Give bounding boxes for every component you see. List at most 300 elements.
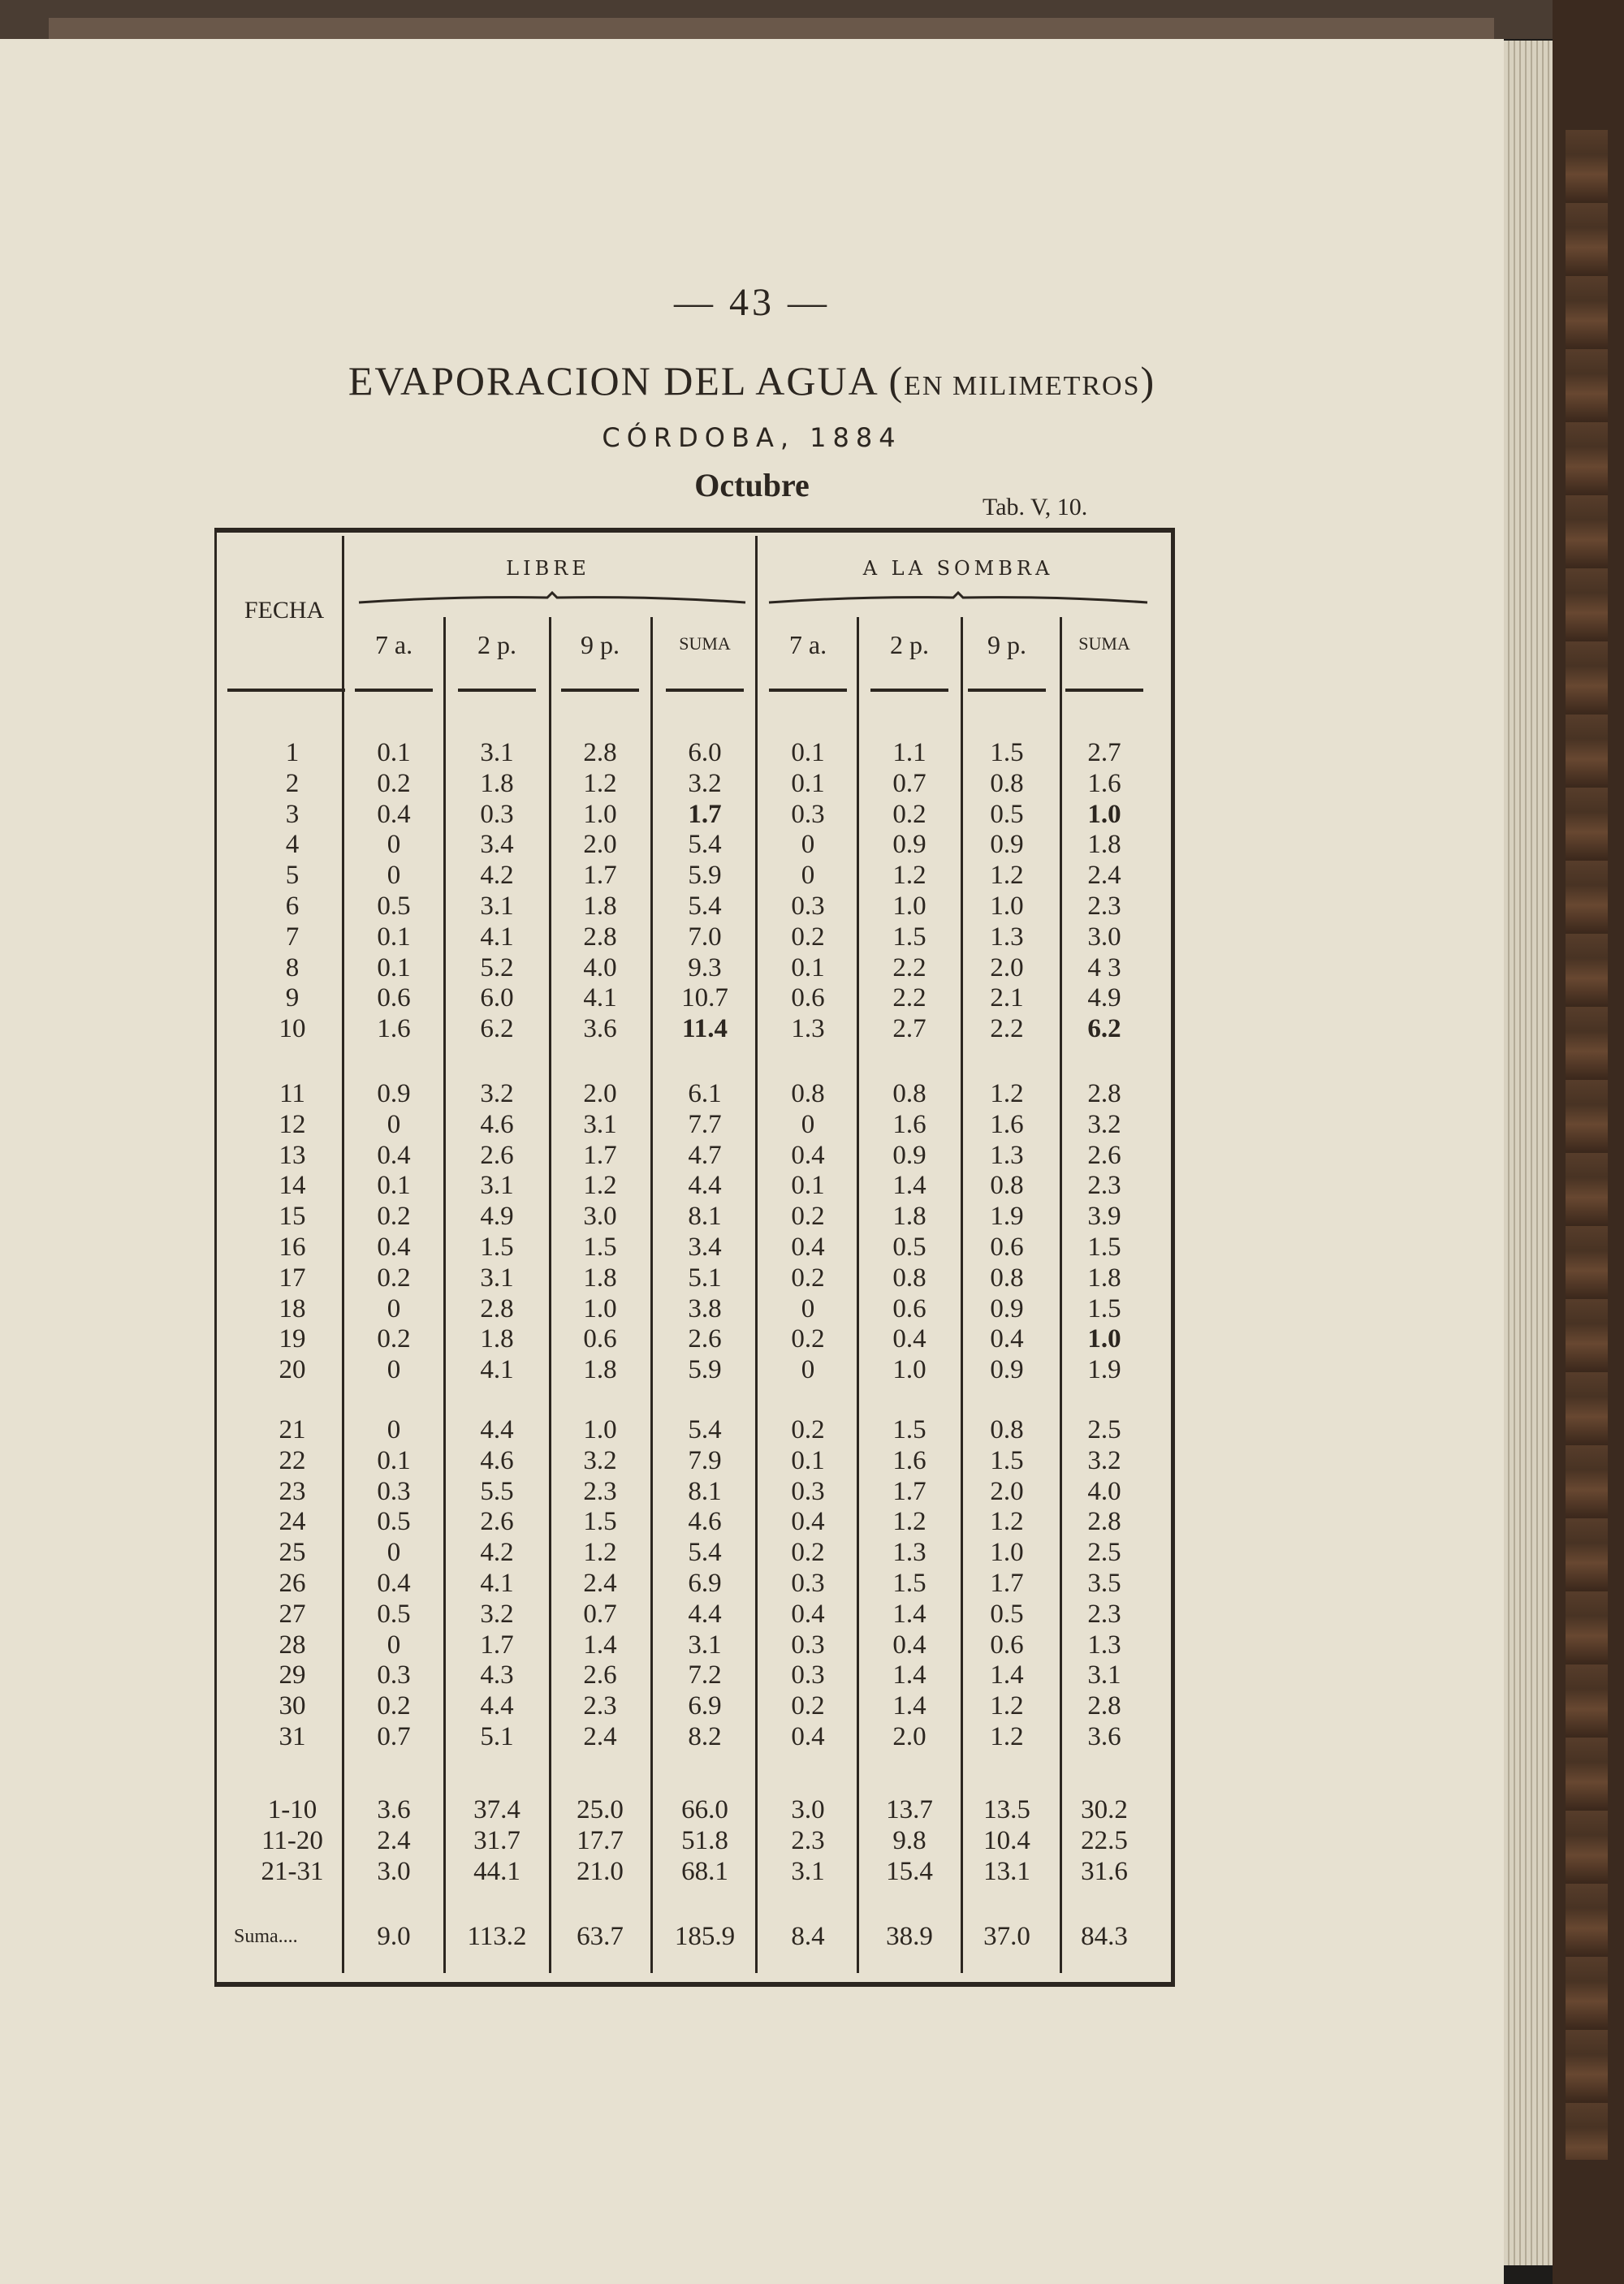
- value-cell: 0.8: [990, 768, 1024, 798]
- value-cell: 1.5: [892, 1569, 926, 1598]
- value-cell: 4.3: [480, 1660, 514, 1690]
- value-cell: 2.6: [688, 1324, 722, 1354]
- value-cell: 13.7: [886, 1795, 933, 1824]
- date-cell: 9: [285, 983, 300, 1013]
- value-cell: 2.4: [583, 1722, 617, 1751]
- value-cell: 9.3: [688, 952, 722, 982]
- column-header: 7 a.: [374, 630, 413, 659]
- value-cell: 63.7: [577, 1922, 624, 1951]
- value-cell: 1.5: [892, 1415, 926, 1444]
- value-cell: 1.8: [480, 768, 514, 798]
- value-cell: 1.2: [990, 1722, 1024, 1751]
- value-cell: 1.6: [892, 1109, 926, 1139]
- value-cell: 1.6: [377, 1014, 411, 1044]
- value-cell: 2.2: [892, 983, 926, 1013]
- value-cell: 0.5: [892, 1233, 926, 1262]
- value-cell: 0.1: [377, 738, 411, 767]
- column-header: SUMA: [1078, 633, 1130, 654]
- date-cell: 27: [279, 1599, 306, 1629]
- value-cell: 1.2: [583, 1171, 617, 1201]
- value-cell: 44.1: [473, 1856, 520, 1886]
- value-cell: 5.9: [688, 861, 722, 891]
- value-cell: 0.6: [583, 1324, 617, 1354]
- value-cell: 0.1: [377, 1171, 411, 1201]
- value-cell: 4.0: [583, 952, 617, 982]
- value-cell: 1.8: [1087, 1263, 1121, 1293]
- value-cell: 38.9: [886, 1922, 933, 1951]
- value-cell: 0.5: [377, 1599, 411, 1629]
- value-cell: 0: [801, 1109, 815, 1139]
- value-cell: 0.4: [791, 1507, 825, 1537]
- date-cell: 1-10: [267, 1795, 317, 1824]
- value-cell: 1.4: [892, 1599, 926, 1629]
- column-header: 9 p.: [987, 630, 1026, 659]
- value-cell: 1.4: [892, 1171, 926, 1201]
- value-cell: 8.1: [688, 1476, 722, 1506]
- value-cell: 0.4: [892, 1630, 926, 1660]
- value-cell: 1.2: [583, 768, 617, 798]
- group-brace: [767, 591, 1149, 607]
- value-cell: 4 3: [1087, 952, 1121, 982]
- value-cell: 9.0: [377, 1922, 411, 1951]
- value-cell: 2.0: [892, 1722, 926, 1751]
- value-cell: 2.6: [1087, 1140, 1121, 1170]
- value-cell: 1.2: [892, 1507, 926, 1537]
- date-cell: 13: [279, 1140, 306, 1170]
- date-cell: 5: [285, 861, 300, 891]
- value-cell: 1.7: [583, 861, 617, 891]
- value-cell: 1.5: [1087, 1293, 1121, 1323]
- value-cell: 0.1: [377, 1445, 411, 1475]
- value-cell: 22.5: [1081, 1825, 1128, 1855]
- date-cell: 11-20: [261, 1825, 323, 1855]
- value-cell: 3.9: [1087, 1202, 1121, 1232]
- value-cell: 1.0: [583, 1293, 617, 1323]
- value-cell: 3.1: [480, 1171, 514, 1201]
- value-cell: 2.6: [583, 1660, 617, 1690]
- date-cell: 7: [285, 922, 300, 952]
- date-cell: 28: [279, 1630, 306, 1660]
- value-cell: 2.8: [583, 738, 617, 767]
- value-cell: 1.6: [1087, 768, 1121, 798]
- value-cell: 4.1: [480, 1569, 514, 1598]
- value-cell: 2.2: [990, 1014, 1024, 1044]
- header-rule: [968, 689, 1046, 692]
- page-top-shadow: [0, 0, 1624, 39]
- value-cell: 6.9: [688, 1569, 722, 1598]
- value-cell: 0.5: [990, 1599, 1024, 1629]
- value-cell: 2.5: [1087, 1538, 1121, 1568]
- value-cell: 0.1: [791, 1445, 825, 1475]
- value-cell: 2.5: [1087, 1415, 1121, 1444]
- value-cell: 6.1: [688, 1079, 722, 1108]
- value-cell: 1.4: [583, 1630, 617, 1660]
- header-rule: [666, 689, 744, 692]
- value-cell: 1.8: [480, 1324, 514, 1354]
- value-cell: 1.0: [1087, 799, 1121, 829]
- page-number: — 43 —: [674, 281, 830, 324]
- value-cell: 0.3: [791, 1660, 825, 1690]
- value-cell: 1.0: [1087, 1324, 1121, 1354]
- value-cell: 1.2: [583, 1538, 617, 1568]
- value-cell: 2.4: [583, 1569, 617, 1598]
- value-cell: 0.2: [377, 1263, 411, 1293]
- table-reference: Tab. V, 10.: [983, 494, 1088, 520]
- value-cell: 0.5: [377, 892, 411, 921]
- value-cell: 1.5: [480, 1233, 514, 1262]
- value-cell: 1.9: [1087, 1355, 1121, 1385]
- value-cell: 0.3: [791, 799, 825, 829]
- value-cell: 0.1: [377, 922, 411, 952]
- value-cell: 1.0: [892, 892, 926, 921]
- value-cell: 0.6: [377, 983, 411, 1013]
- value-cell: 1.5: [583, 1233, 617, 1262]
- value-cell: 0.4: [791, 1233, 825, 1262]
- value-cell: 4.9: [1087, 983, 1121, 1013]
- date-cell: 29: [279, 1660, 306, 1690]
- date-cell: 22: [279, 1445, 306, 1475]
- value-cell: 0.8: [892, 1079, 926, 1108]
- value-cell: 0.1: [791, 1171, 825, 1201]
- value-cell: 1.8: [892, 1202, 926, 1232]
- title-close: ): [1140, 358, 1156, 404]
- value-cell: 4.1: [480, 1355, 514, 1385]
- value-cell: 7.7: [688, 1109, 722, 1139]
- value-cell: 1.0: [990, 892, 1024, 921]
- column-divider: [857, 617, 859, 1973]
- value-cell: 8.4: [791, 1922, 825, 1951]
- fecha-header: FECHA: [244, 597, 325, 624]
- value-cell: 1.5: [990, 738, 1024, 767]
- header-rule: [769, 689, 847, 692]
- value-cell: 0.4: [791, 1140, 825, 1170]
- value-cell: 0.2: [377, 1691, 411, 1721]
- date-cell: 17: [279, 1263, 306, 1293]
- value-cell: 3.0: [377, 1856, 411, 1886]
- date-cell: 14: [279, 1171, 306, 1201]
- value-cell: 0.6: [990, 1233, 1024, 1262]
- value-cell: 0.6: [990, 1630, 1024, 1660]
- book-cover: [1553, 0, 1624, 2284]
- column-header: 2 p.: [477, 630, 516, 659]
- value-cell: 1.8: [583, 892, 617, 921]
- value-cell: 0.2: [791, 1202, 825, 1232]
- value-cell: 5.2: [480, 952, 514, 982]
- value-cell: 1.3: [892, 1538, 926, 1568]
- title-main: EVAPORACION DEL AGUA (: [348, 358, 905, 404]
- value-cell: 1.4: [892, 1660, 926, 1690]
- date-cell: 24: [279, 1507, 306, 1537]
- value-cell: 4.2: [480, 1538, 514, 1568]
- value-cell: 3.2: [583, 1445, 617, 1475]
- value-cell: 1.8: [583, 1263, 617, 1293]
- date-cell: 3: [285, 799, 300, 829]
- value-cell: 4.6: [480, 1109, 514, 1139]
- value-cell: 3.8: [688, 1293, 722, 1323]
- value-cell: 1.8: [1087, 830, 1121, 860]
- date-cell: 1: [285, 738, 300, 767]
- value-cell: 1.0: [990, 1538, 1024, 1568]
- value-cell: 3.2: [480, 1079, 514, 1108]
- date-cell: 20: [279, 1355, 306, 1385]
- title-units: EN MILIMETROS: [904, 371, 1141, 401]
- value-cell: 0.4: [377, 1233, 411, 1262]
- column-header: 2 p.: [890, 630, 929, 659]
- date-cell: 21: [279, 1415, 306, 1444]
- value-cell: 1.5: [1087, 1233, 1121, 1262]
- value-cell: 5.4: [688, 892, 722, 921]
- value-cell: 0: [387, 1293, 401, 1323]
- value-cell: 0.3: [791, 1476, 825, 1506]
- value-cell: 1.2: [990, 1691, 1024, 1721]
- value-cell: 2.6: [480, 1507, 514, 1537]
- column-divider: [443, 617, 446, 1973]
- column-header: SUMA: [679, 633, 731, 654]
- value-cell: 1.0: [892, 1355, 926, 1385]
- value-cell: 21.0: [577, 1856, 624, 1886]
- value-cell: 0.2: [892, 799, 926, 829]
- value-cell: 0.1: [791, 952, 825, 982]
- value-cell: 0: [801, 1355, 815, 1385]
- value-cell: 0.3: [791, 892, 825, 921]
- value-cell: 0.6: [892, 1293, 926, 1323]
- value-cell: 3.1: [480, 738, 514, 767]
- value-cell: 1.7: [583, 1140, 617, 1170]
- place-year: CÓRDOBA, 1884: [602, 422, 902, 453]
- value-cell: 4.4: [480, 1415, 514, 1444]
- page-stack-edge: [1504, 41, 1553, 2265]
- value-cell: 31.6: [1081, 1856, 1128, 1886]
- value-cell: 0.2: [791, 1538, 825, 1568]
- value-cell: 0.1: [791, 738, 825, 767]
- value-cell: 2.0: [583, 830, 617, 860]
- value-cell: 0.2: [791, 1324, 825, 1354]
- value-cell: 4.1: [583, 983, 617, 1013]
- value-cell: 10.4: [983, 1825, 1030, 1855]
- value-cell: 1.6: [990, 1109, 1024, 1139]
- value-cell: 1.5: [892, 922, 926, 952]
- value-cell: 0.2: [791, 1263, 825, 1293]
- value-cell: 2.3: [583, 1691, 617, 1721]
- value-cell: 0.2: [791, 1691, 825, 1721]
- header-rule: [870, 689, 948, 692]
- value-cell: 1.2: [892, 861, 926, 891]
- group-brace: [357, 591, 747, 607]
- value-cell: 0.1: [791, 768, 825, 798]
- value-cell: 0.5: [990, 799, 1024, 829]
- value-cell: 68.1: [681, 1856, 728, 1886]
- header-rule: [458, 689, 536, 692]
- value-cell: 0.9: [990, 1293, 1024, 1323]
- value-cell: 5.1: [688, 1263, 722, 1293]
- value-cell: 2.4: [377, 1825, 411, 1855]
- value-cell: 2.1: [990, 983, 1024, 1013]
- value-cell: 5.1: [480, 1722, 514, 1751]
- value-cell: 2.8: [1087, 1079, 1121, 1108]
- value-cell: 0: [801, 830, 815, 860]
- value-cell: 6.2: [480, 1014, 514, 1044]
- value-cell: 0.4: [377, 799, 411, 829]
- header-rule: [355, 689, 433, 692]
- date-cell: 31: [279, 1722, 306, 1751]
- value-cell: 0.9: [892, 1140, 926, 1170]
- value-cell: 1.2: [990, 1507, 1024, 1537]
- value-cell: 7.0: [688, 922, 722, 952]
- value-cell: 25.0: [577, 1795, 624, 1824]
- value-cell: 30.2: [1081, 1795, 1128, 1824]
- value-cell: 2.8: [1087, 1691, 1121, 1721]
- value-cell: 0.1: [377, 952, 411, 982]
- value-cell: 185.9: [674, 1922, 736, 1951]
- value-cell: 0.8: [892, 1263, 926, 1293]
- value-cell: 2.0: [990, 952, 1024, 982]
- value-cell: 6.2: [1087, 1014, 1121, 1044]
- value-cell: 0.3: [791, 1569, 825, 1598]
- value-cell: 7.9: [688, 1445, 722, 1475]
- value-cell: 7.2: [688, 1660, 722, 1690]
- value-cell: 4.4: [688, 1599, 722, 1629]
- value-cell: 0.7: [892, 768, 926, 798]
- value-cell: 51.8: [681, 1825, 728, 1855]
- column-header: 7 a.: [788, 630, 827, 659]
- value-cell: 8.1: [688, 1202, 722, 1232]
- value-cell: 2.0: [583, 1079, 617, 1108]
- value-cell: 2.0: [990, 1476, 1024, 1506]
- value-cell: 3.4: [480, 830, 514, 860]
- value-cell: 0.2: [791, 922, 825, 952]
- value-cell: 3.0: [791, 1795, 825, 1824]
- value-cell: 9.8: [892, 1825, 926, 1855]
- value-cell: 2.3: [791, 1825, 825, 1855]
- value-cell: 3.2: [480, 1599, 514, 1629]
- value-cell: 0: [387, 1630, 401, 1660]
- value-cell: 17.7: [577, 1825, 624, 1855]
- value-cell: 0: [387, 830, 401, 860]
- value-cell: 1.3: [990, 922, 1024, 952]
- value-cell: 5.5: [480, 1476, 514, 1506]
- value-cell: 1.0: [583, 1415, 617, 1444]
- value-cell: 1.4: [892, 1691, 926, 1721]
- value-cell: 3.6: [583, 1014, 617, 1044]
- value-cell: 2.8: [480, 1293, 514, 1323]
- value-cell: 4.0: [1087, 1476, 1121, 1506]
- date-cell: 25: [279, 1538, 306, 1568]
- value-cell: 6.0: [480, 983, 514, 1013]
- value-cell: 0: [387, 1415, 401, 1444]
- value-cell: 1.9: [990, 1202, 1024, 1232]
- value-cell: 0.8: [791, 1079, 825, 1108]
- value-cell: 3.4: [688, 1233, 722, 1262]
- value-cell: 11.4: [682, 1014, 728, 1044]
- date-cell: 19: [279, 1324, 306, 1354]
- date-cell: 10: [279, 1014, 306, 1044]
- value-cell: 1.5: [990, 1445, 1024, 1475]
- value-cell: 84.3: [1081, 1922, 1128, 1951]
- value-cell: 0.9: [892, 830, 926, 860]
- value-cell: 13.5: [983, 1795, 1030, 1824]
- value-cell: 5.4: [688, 1415, 722, 1444]
- value-cell: 3.0: [1087, 922, 1121, 952]
- value-cell: 6.9: [688, 1691, 722, 1721]
- value-cell: 2.6: [480, 1140, 514, 1170]
- month-heading: Octubre: [694, 467, 810, 503]
- value-cell: 0.9: [377, 1079, 411, 1108]
- value-cell: 0: [801, 1293, 815, 1323]
- value-cell: 1.4: [990, 1660, 1024, 1690]
- value-cell: 2.3: [1087, 1171, 1121, 1201]
- date-cell: 8: [285, 952, 300, 982]
- date-cell: Suma....: [234, 1926, 298, 1947]
- value-cell: 0.4: [377, 1569, 411, 1598]
- value-cell: 10.7: [681, 983, 728, 1013]
- value-cell: 1.1: [892, 738, 926, 767]
- value-cell: 3.1: [791, 1856, 825, 1886]
- value-cell: 4.4: [688, 1171, 722, 1201]
- date-cell: 30: [279, 1691, 306, 1721]
- value-cell: 0.7: [377, 1722, 411, 1751]
- value-cell: 6.0: [688, 738, 722, 767]
- value-cell: 0.2: [377, 1202, 411, 1232]
- value-cell: 0.2: [791, 1415, 825, 1444]
- value-cell: 0.3: [377, 1660, 411, 1690]
- value-cell: 2.8: [583, 922, 617, 952]
- value-cell: 3.0: [583, 1202, 617, 1232]
- value-cell: 4.2: [480, 861, 514, 891]
- value-cell: 113.2: [467, 1922, 527, 1951]
- value-cell: 0.5: [377, 1507, 411, 1537]
- date-cell: 2: [285, 768, 300, 798]
- date-cell: 18: [279, 1293, 306, 1323]
- value-cell: 3.6: [1087, 1722, 1121, 1751]
- value-cell: 1.6: [892, 1445, 926, 1475]
- value-cell: 0.4: [990, 1324, 1024, 1354]
- value-cell: 0.3: [377, 1476, 411, 1506]
- value-cell: 4.7: [688, 1140, 722, 1170]
- value-cell: 1.3: [791, 1014, 825, 1044]
- column-divider: [650, 617, 653, 1973]
- header-rule: [561, 689, 639, 692]
- value-cell: 5.9: [688, 1355, 722, 1385]
- value-cell: 1.7: [892, 1476, 926, 1506]
- date-cell: 21-31: [261, 1856, 324, 1886]
- value-cell: 2.7: [892, 1014, 926, 1044]
- date-cell: 12: [279, 1109, 306, 1139]
- value-cell: 4.1: [480, 922, 514, 952]
- value-cell: 1.3: [990, 1140, 1024, 1170]
- value-cell: 2.3: [1087, 1599, 1121, 1629]
- value-cell: 0: [387, 861, 401, 891]
- value-cell: 0.8: [990, 1263, 1024, 1293]
- value-cell: 4.4: [480, 1691, 514, 1721]
- column-header: 9 p.: [581, 630, 620, 659]
- value-cell: 2.4: [1087, 861, 1121, 891]
- value-cell: 0.7: [583, 1599, 617, 1629]
- value-cell: 13.1: [983, 1856, 1030, 1886]
- value-cell: 5.4: [688, 1538, 722, 1568]
- value-cell: 0: [801, 861, 815, 891]
- value-cell: 4.6: [480, 1445, 514, 1475]
- value-cell: 0.8: [990, 1171, 1024, 1201]
- value-cell: 8.2: [688, 1722, 722, 1751]
- value-cell: 2.7: [1087, 738, 1121, 767]
- value-cell: 0.9: [990, 1355, 1024, 1385]
- date-cell: 26: [279, 1569, 306, 1598]
- value-cell: 3.1: [688, 1630, 722, 1660]
- value-cell: 3.1: [1087, 1660, 1121, 1690]
- date-cell: 6: [285, 892, 300, 921]
- value-cell: 1.7: [480, 1630, 514, 1660]
- value-cell: 3.2: [688, 768, 722, 798]
